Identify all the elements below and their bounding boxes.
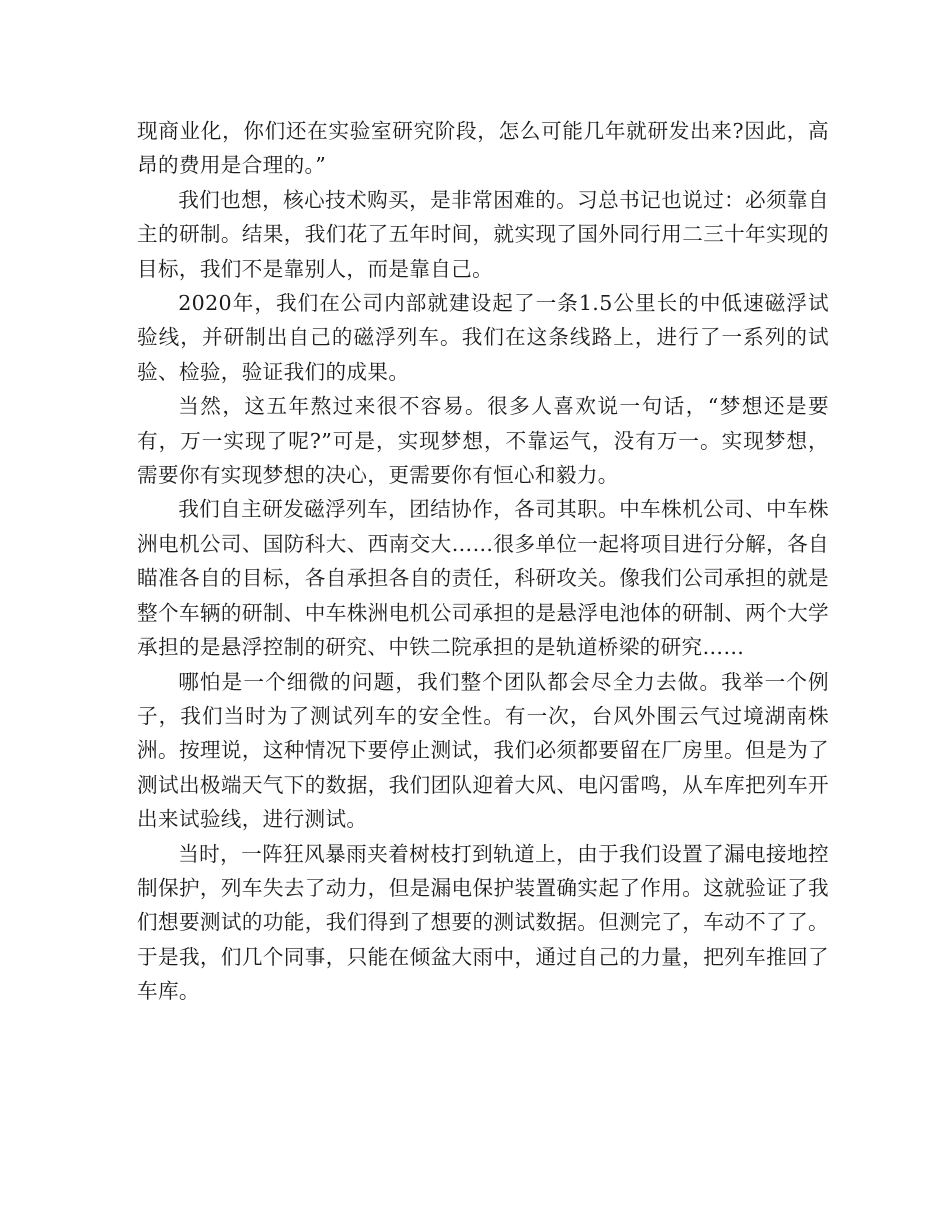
paragraph-1: 现商业化，你们还在实验室研究阶段，怎么可能几年就研发出来?因此，高昂的费用是合理的。” <box>137 119 829 178</box>
paragraph-6: 哪怕是一个细微的问题，我们整个团队都会尽全力去做。我举一个例子，我们当时为了测试列车的安全性。有一次，台风外围云气过境湖南株洲。按理说，这种情况下要停止测试，我们必须都要留在厂房里。但是为了测试出极端天气下的数据，我们团队迎着大风、电闪雷鸣，从车库把列车开出来试验线，进行测试。 <box>137 669 829 832</box>
paragraph-7: 当时，一阵狂风暴雨夹着树枝打到轨道上，由于我们设置了漏电接地控制保护，列车失去了动力，但是漏电保护装置确实起了作用。这就验证了我们想要测试的功能，我们得到了想要的测试数据。但测完了，车动不了了。于是我，们几个同事，只能在倾盆大雨中，通过自己的力量，把列车推回了车库。 <box>137 841 829 1004</box>
paragraph-4: 当然，这五年熬过来很不容易。很多人喜欢说一句话，“梦想还是要有，万一实现了呢?”可是，实现梦想，不靠运气，没有万一。实现梦想，需要你有实现梦想的决心，更需要你有恒心和毅力。 <box>137 394 829 488</box>
document-body <box>137 114 829 1009</box>
paragraph-3: 2020年，我们在公司内部就建设起了一条1.5公里长的中低速磁浮试验线，并研制出自己的磁浮列车。我们在这条线路上，进行了一系列的试验、检验，验证我们的成果。 <box>137 291 829 384</box>
paragraph-2: 我们也想，核心技术购买，是非常困难的。习总书记也说过：必须靠自主的研制。结果，我们花了五年时间，就实现了国外同行用二三十年实现的目标，我们不是靠别人，而是靠自己。 <box>137 187 829 281</box>
paragraph-5: 我们自主研发磁浮列车，团结协作，各司其职。中车株机公司、中车株洲电机公司、国防科大、西南交大……很多单位一起将项目进行分解，各自瞄准各自的目标，各自承担各自的责任，科研攻关。像我们公司承担的就是整个车辆的研制、中车株洲电机公司承担的是悬浮电池体的研制、两个大学承担的是悬浮控制的研究、中铁二院承担的是轨道桥梁的研究…… <box>137 497 829 660</box>
